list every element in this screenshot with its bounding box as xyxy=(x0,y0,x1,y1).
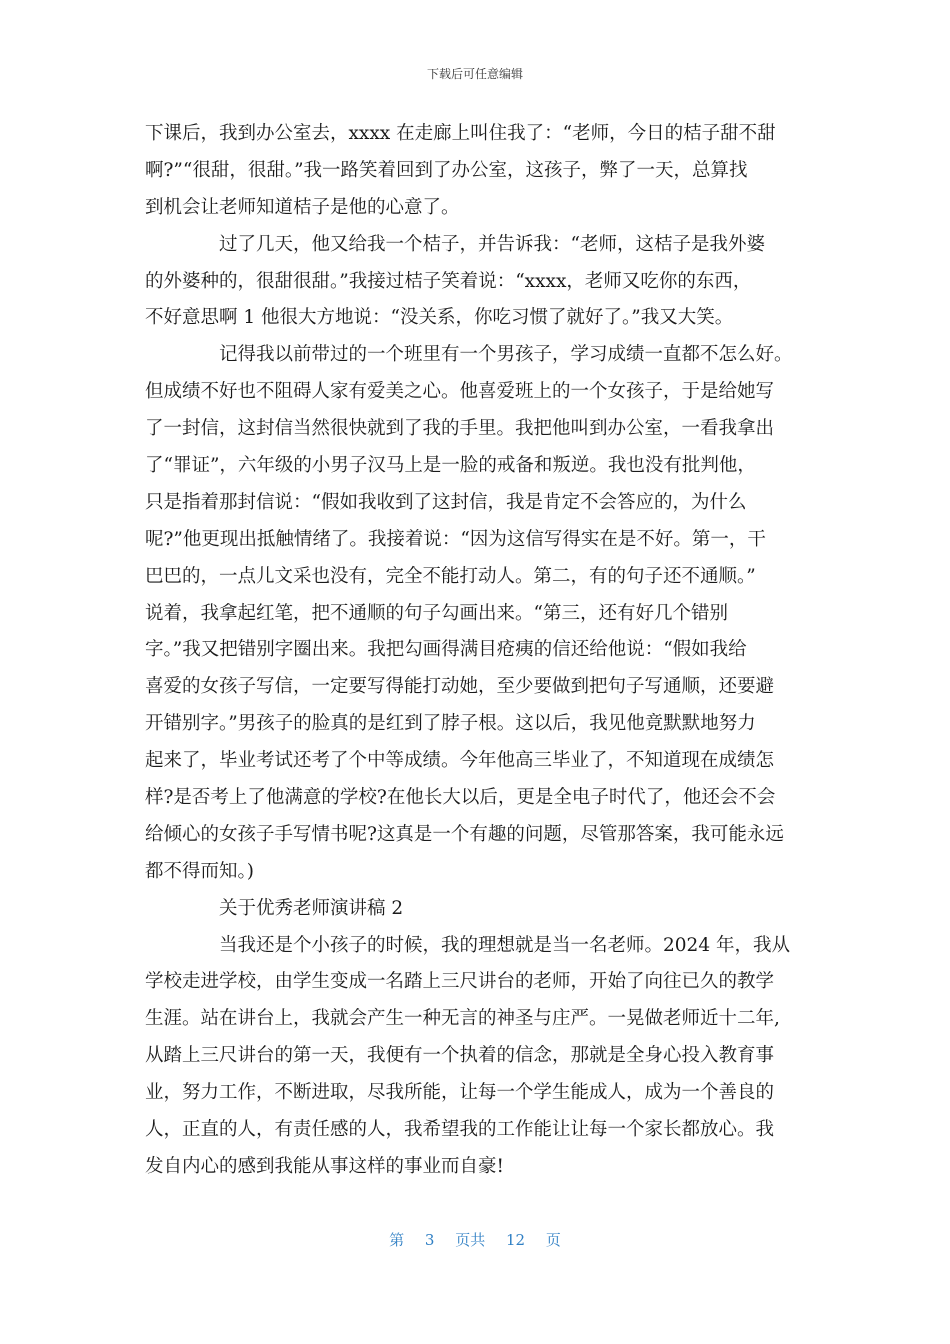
footer-label-of: 页共 xyxy=(455,1231,486,1249)
text-line: 记得我以前带过的一个班里有一个男孩子，学习成绩一直都不怎么好。 xyxy=(219,344,793,366)
text-line: 从踏上三尺讲台的第一天，我便有一个执着的信念，那就是全身心投入教育事 xyxy=(145,1045,775,1067)
paragraph xyxy=(145,116,810,227)
text-line: 业，努力工作，不断进取，尽我所能，让每一个学生能成人，成为一个善良的 xyxy=(145,1082,775,1104)
text-line: 人，正直的人，有责任感的人，我希望我的工作能让让每一个家长都放心。我 xyxy=(145,1119,775,1141)
text-line: 给倾心的女孩子手写情书呢?这真是一个有趣的问题，尽管那答案，我可能永远 xyxy=(145,823,784,845)
text-line: 发自内心的感到我能从事这样的事业而自豪! xyxy=(145,1155,504,1177)
text-line: 了“罪证”，六年级的小男子汉马上是一脸的戒备和叛逆。我也没有批判他， xyxy=(145,455,756,477)
text-line: 当我还是个小孩子的时候，我的理想就是当一名老师。2024 年，我从 xyxy=(219,934,790,956)
paragraph xyxy=(145,337,810,890)
text-line: 的外婆种的，很甜很甜。”我接过桔子笑着说：“xxxx，老师又吃你的东西， xyxy=(145,270,752,292)
page-footer xyxy=(0,1229,950,1250)
text-line: 下课后，我到办公室去，xxxx 在走廊上叫住我了：“老师，今日的桔子甜不甜 xyxy=(145,123,776,144)
text-line: 说着，我拿起红笔，把不通顺的句子勾画出来。“第三，还有好几个错别 xyxy=(145,602,728,624)
text-line: 啊?”“很甜，很甜。”我一路笑着回到了办公室，这孩子，弊了一天，总算找 xyxy=(145,159,748,181)
text-line: 开错别字。”男孩子的脸真的是红到了脖子根。这以后，我见他竟默默地努力 xyxy=(145,713,756,735)
text-line: 呢?”他更现出抵触情绪了。我接着说：“因为这信写得实在是不好。第一，干 xyxy=(145,528,766,550)
text-line: 只是指着那封信说：“假如我收到了这封信，我是肯定不会答应的，为什么 xyxy=(145,491,747,513)
text-line: 喜爱的女孩子写信，一定要写得能打动她，至少要做到把句子写通顺，还要避 xyxy=(145,676,775,698)
text-line: 不好意思啊 1 他很大方地说：“没关系，你吃习惯了就好了。”我又大笑。 xyxy=(145,307,734,329)
footer-label-page: 第 xyxy=(389,1231,405,1249)
page-header: 下载后可任意编辑 xyxy=(426,67,523,81)
text-line: 了一封信，这封信当然很快就到了我的手里。我把他叫到办公室，一看我拿出 xyxy=(145,418,775,440)
text-line: 学校走进学校，由学生变成一名踏上三尺讲台的老师，开始了向往已久的教学 xyxy=(145,971,775,993)
footer-total-pages: 12 xyxy=(506,1231,526,1249)
text-line: 到机会让老师知道桔子是他的心意了。 xyxy=(145,196,460,218)
text-line: 起来了，毕业考试还考了个中等成绩。今年他高三毕业了，不知道现在成绩怎 xyxy=(145,750,775,772)
paragraph xyxy=(145,891,810,928)
text-line: 巴巴的，一点儿文采也没有，完全不能打动人。第二，有的句子还不通顺。” xyxy=(145,565,756,587)
text-line: 字。”我又把错别字圈出来。我把勾画得满目疮痍的信还给他说：“假如我给 xyxy=(145,639,747,661)
text-line: 过了几天，他又给我一个桔子，并告诉我：“老师，这桔子是我外婆 xyxy=(219,233,765,255)
text-line: 都不得而知。) xyxy=(145,860,254,882)
text-line: 样?是否考上了他满意的学校?在他长大以后，更是全电子时代了，他还会不会 xyxy=(145,787,776,809)
footer-label-end: 页 xyxy=(545,1231,561,1249)
paragraph xyxy=(145,928,810,1186)
text-line: 关于优秀老师演讲稿 2 xyxy=(219,897,404,919)
document-body xyxy=(145,116,810,1186)
text-line: 但成绩不好也不阻碍人家有爱美之心。他喜爱班上的一个女孩子，于是给她写 xyxy=(145,381,775,403)
footer-current-page: 3 xyxy=(424,1231,435,1249)
paragraph xyxy=(145,227,810,338)
text-line: 生涯。站在讲台上，我就会产生一种无言的神圣与庄严。一晃做老师近十二年, xyxy=(145,1008,780,1030)
